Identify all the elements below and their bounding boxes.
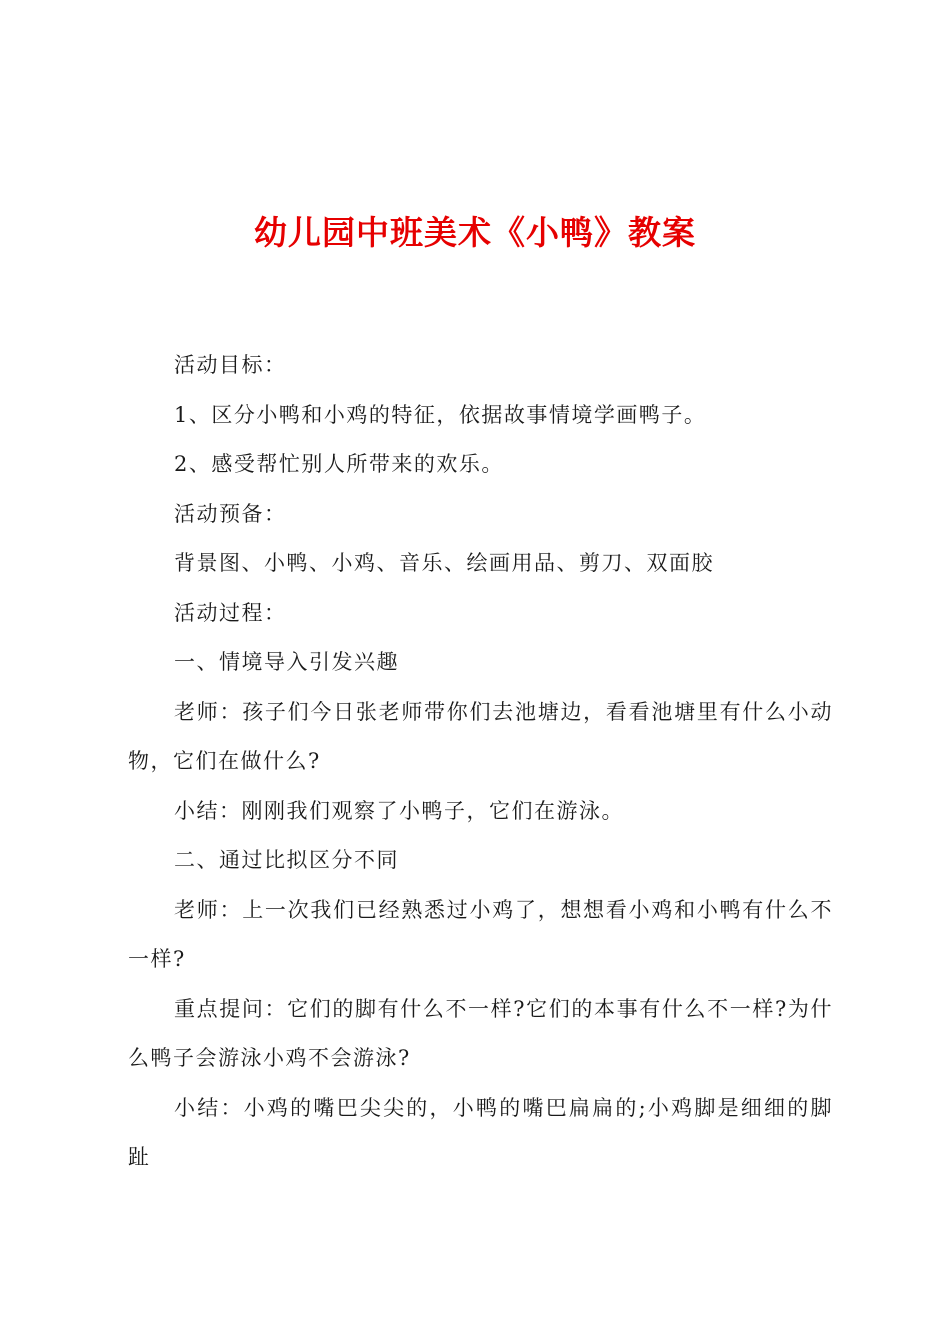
paragraph-key-questions: 重点提问：它们的脚有什么不一样?它们的本事有什么不一样?为什么鸭子会游泳小鸡不会游泳? [128,996,833,1070]
paragraph-goal-2: 2、感受帮忙别人所带来的欢乐。 [174,452,504,476]
paragraph-goal-1: 1、区分小鸭和小鸡的特征，依据故事情境学画鸭子。 [174,402,707,427]
paragraph-process-heading: 活动过程： [174,600,287,625]
document-body [128,341,833,1183]
document-title: 幼儿园中班美术《小鸭》教案 [254,213,696,252]
paragraph-step-2-heading: 二、通过比拟区分不同 [174,848,399,872]
paragraph-step-1-heading: 一、情境导入引发兴趣 [174,650,399,674]
paragraph-summary-2: 小结：小鸡的嘴巴尖尖的，小鸭的嘴巴扁扁的;小鸡脚是细细的脚趾 [128,1095,833,1169]
paragraph-teacher-compare: 老师：上一次我们已经熟悉过小鸡了，想想看小鸡和小鸭有什么不一样? [128,897,833,971]
paragraph-materials: 背景图、小鸭、小鸡、音乐、绘画用品、剪刀、双面胶 [174,551,714,575]
paragraph-preparation-heading: 活动预备： [174,501,287,526]
paragraph-summary-1: 小结：刚刚我们观察了小鸭子，它们在游泳。 [174,798,624,823]
paragraph-activity-goals-heading: 活动目标： [174,353,287,377]
paragraph-teacher-intro: 老师：孩子们今日张老师带你们去池塘边，看看池塘里有什么小动物，它们在做什么? [128,699,833,773]
